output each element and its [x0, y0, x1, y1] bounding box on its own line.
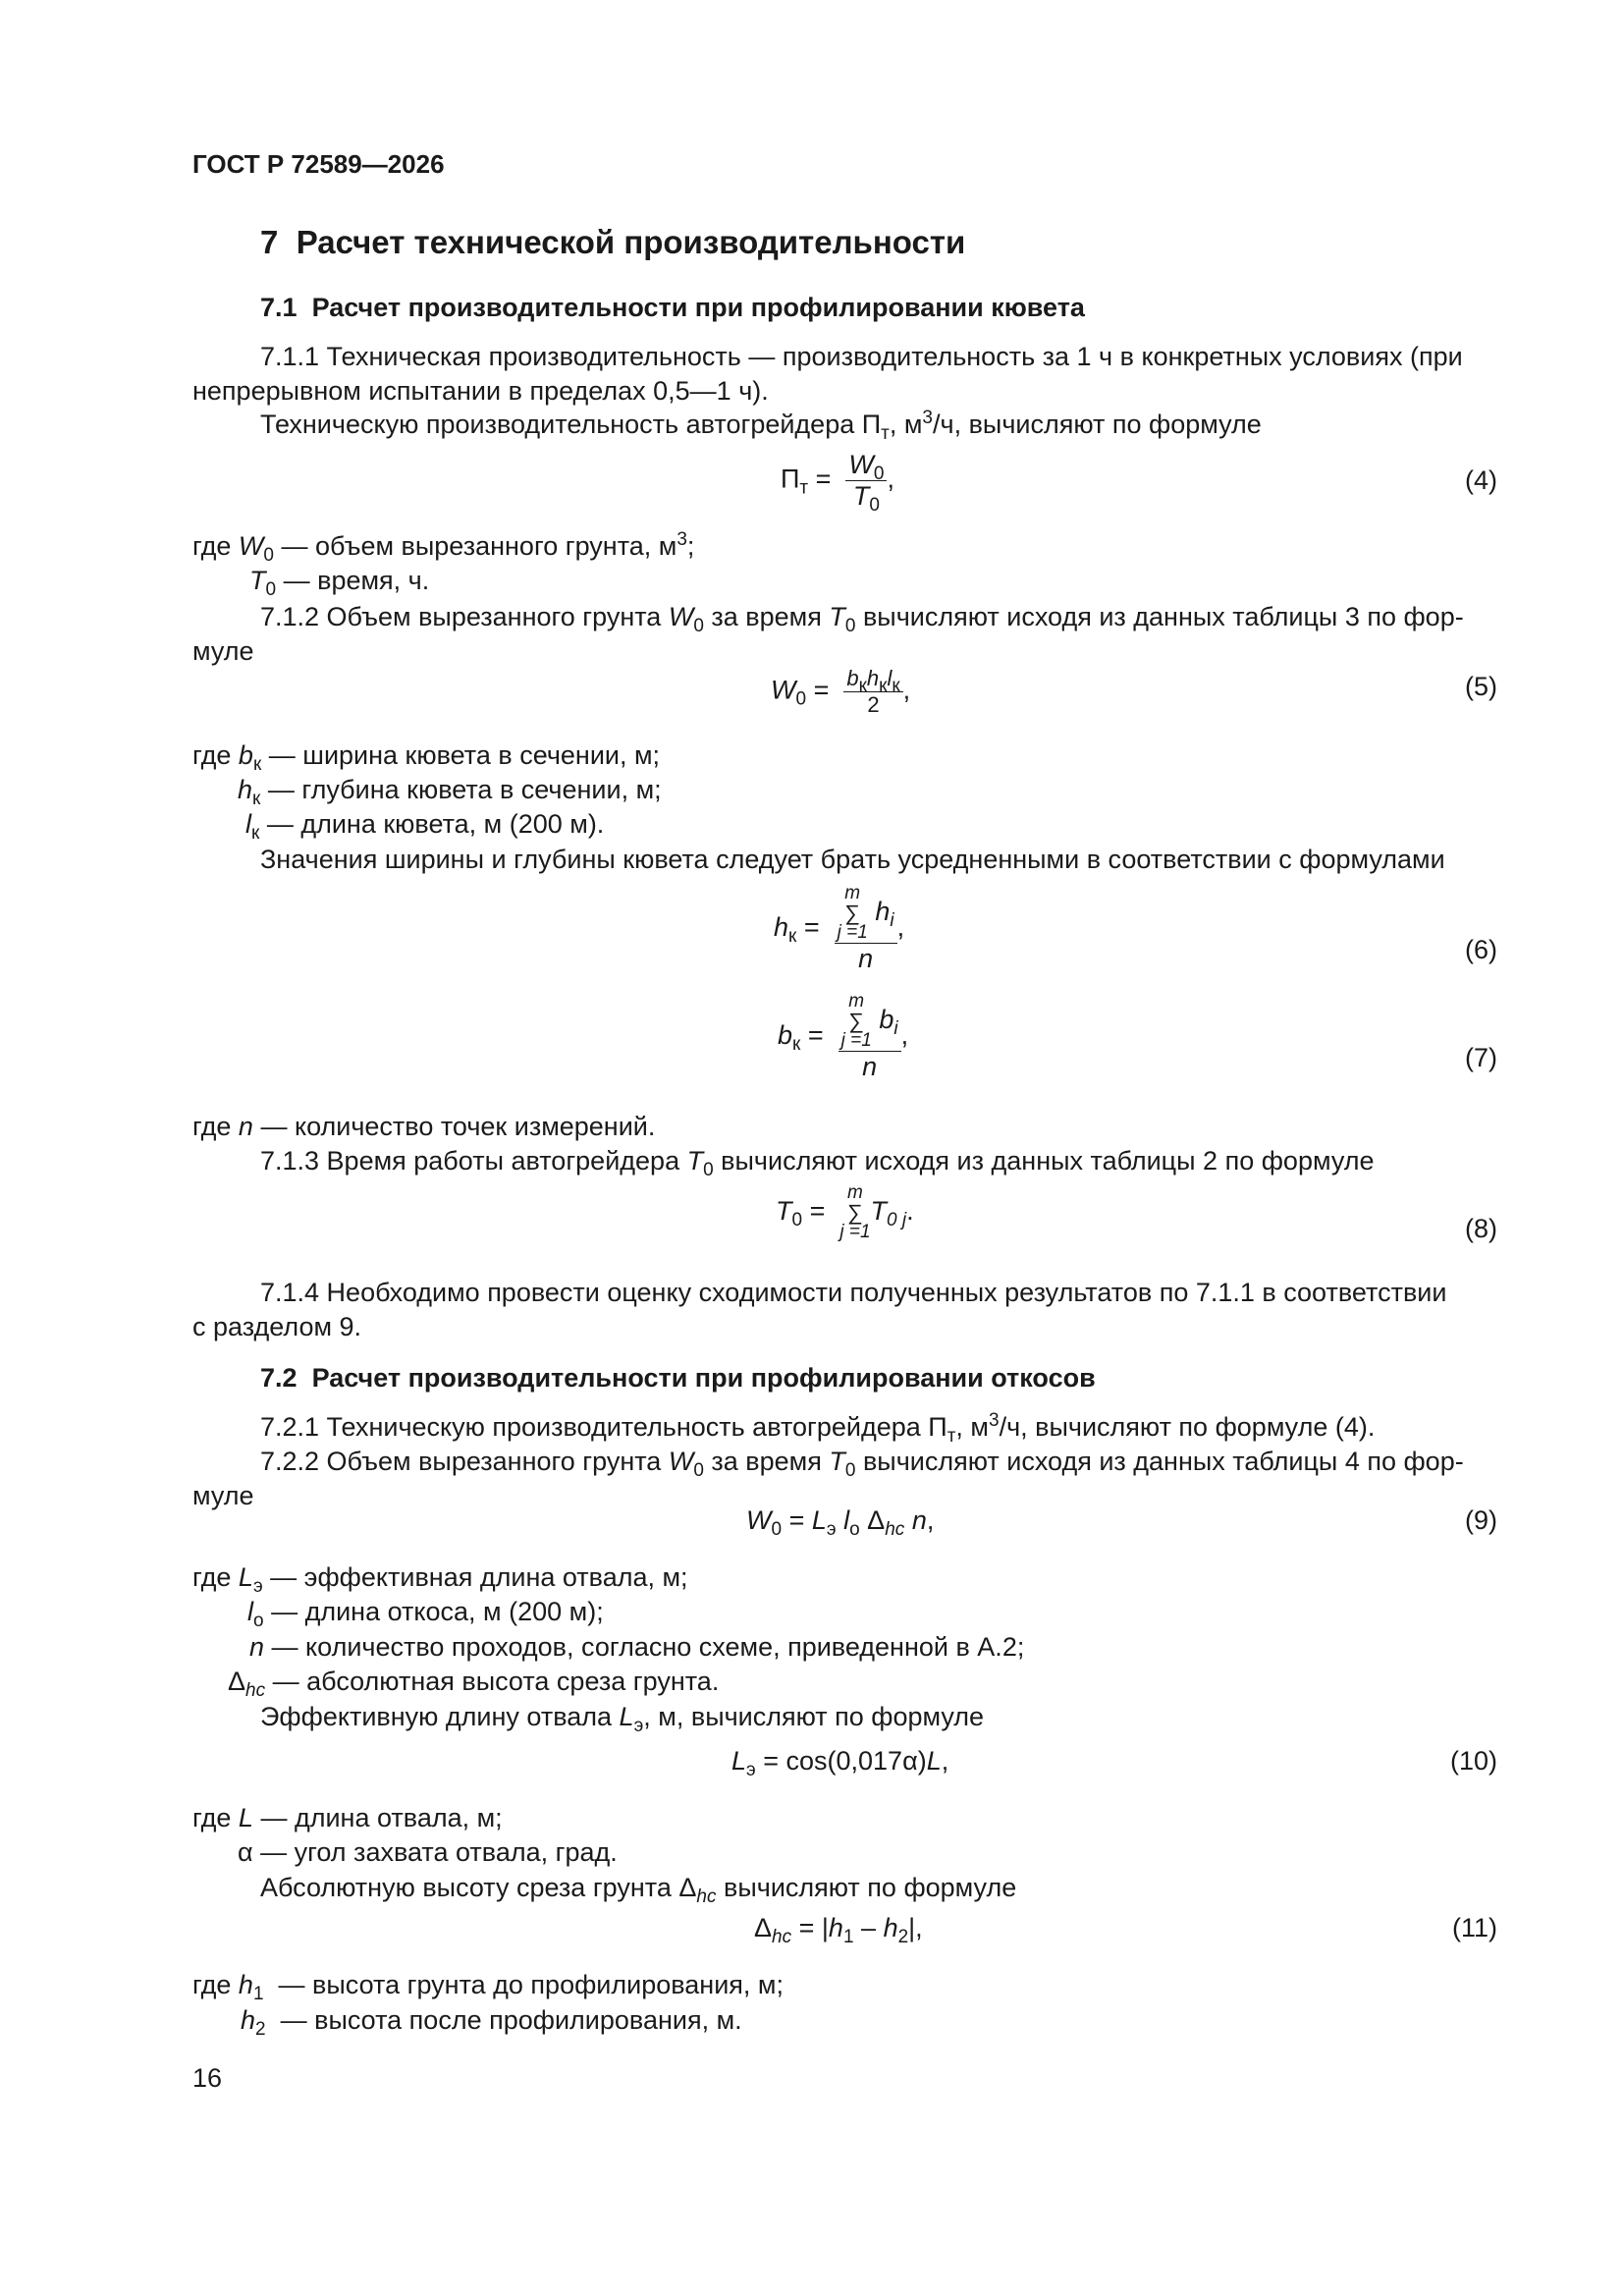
where-l-slope: $l_о$ — длина откоса, м (200 м);	[247, 1597, 604, 1631]
where-t0: $T_0$ — время, ч.	[249, 566, 430, 600]
formula-4: $П_т$ = $\frac{W_0}{T_0}$ ,	[781, 450, 894, 516]
where-w0: где $W_0$ — объем вырезанного грунта, $м^3$;	[192, 529, 695, 566]
fraction: $\frac{b_кh_кl_к}{2}$	[843, 666, 902, 718]
where-L-eff: где $L_э$ — эффективная длина отвала, м;	[192, 1562, 688, 1597]
equation-number-6: (6)	[1465, 935, 1497, 964]
subsection-title: Расчет производительности при профилировании откосов	[311, 1363, 1096, 1393]
paragraph-7-2-2-line1: 7.2.2 Объем вырезанного грунта $W_0$ за время $T_0$ вычисляют исходя из данных таблицы 4 по фор-	[260, 1447, 1464, 1481]
equation-number-11: (11)	[1451, 1913, 1497, 1942]
where-l: $l_к$ — длина кювета, м (200 м).	[245, 809, 605, 844]
where-delta-hc: $\Delta_{hc}$ — абсолютная высота среза грунта.	[228, 1667, 720, 1701]
paragraph-7-1-4-line1: 7.1.4 Необходимо провести оценку сходимости полученных результатов по 7.1.1 в соответствии	[260, 1278, 1447, 1307]
where-h: $h_к$ — глубина кювета в сечении, м;	[238, 775, 662, 809]
where-n-passes: n — количество проходов, согласно схеме, приведенной в А.2;	[249, 1632, 1025, 1662]
paragraph-7-2-1: 7.2.1 Техническую производительность автогрейдера $П_т$, $м^3/ч$, вычисляют по формуле (4).	[260, 1410, 1376, 1447]
paragraph-7-1-4-line2: с разделом 9.	[192, 1312, 362, 1341]
subsection-title: Расчет производительности при профилировании кювета	[311, 293, 1085, 322]
paragraph-7-1-3: 7.1.3 Время работы автогрейдера $T_0$ вычисляют исходя из данных таблицы 2 по формуле	[260, 1146, 1375, 1180]
subsection-number: 7.2	[260, 1363, 298, 1393]
subsection-heading-7-1	[260, 293, 1085, 323]
paragraph-7-2-2-line2: муле	[192, 1481, 254, 1510]
section-number: 7	[260, 224, 279, 260]
paragraph-abs-height: Абсолютную высоту среза грунта $\Delta_{hc}$ вычисляют по формуле	[260, 1873, 1017, 1907]
formula-7: $b_к$ = m ∑ j =1 $b_i$ n ,	[778, 991, 909, 1081]
paragraph-7-1-2-line1: 7.1.2 Объем вырезанного грунта $W_0$ за время $T_0$ вычисляют исходя из данных таблицы 3 по фор-	[260, 602, 1464, 636]
paragraph-formula-intro-4: Техническую производительность автогрейдера $П_т$, $м^3/ч$, вычисляют по формуле	[260, 408, 1262, 444]
formula-10: $L_э = \cos(0,017\alpha)L$,	[731, 1746, 949, 1780]
fraction: $\frac{W_0}{T_0}$	[845, 450, 887, 512]
paragraph-eff-length: Эффективную длину отвала $L_э$, м, вычисляют по формуле	[260, 1702, 985, 1736]
equation-number-7: (7)	[1465, 1043, 1497, 1072]
subsection-number: 7.1	[260, 293, 298, 322]
subsection-heading-7-2	[260, 1363, 1096, 1394]
equation-number-5: (5)	[1465, 672, 1497, 701]
section-title: Расчет технической производительности	[296, 224, 966, 260]
where-L-blade: где L — длина отвала, м;	[192, 1803, 503, 1832]
fraction: m ∑ j =1 $h_i$ n	[835, 884, 897, 974]
where-alpha: α — угол захвата отвала, град.	[238, 1837, 618, 1867]
formula-8: $T_0$ = m ∑ j =1 $T_{0 j}$.	[776, 1182, 914, 1242]
where-b: где $b_к$ — ширина кювета в сечении, м;	[192, 740, 661, 775]
equation-number-8: (8)	[1465, 1214, 1497, 1243]
where-h2: $h_2$ — высота после профилирования, м.	[241, 2005, 742, 2040]
page-number: 16	[192, 2063, 223, 2093]
equation-number-10: (10)	[1449, 1746, 1497, 1776]
paragraph-7-1-2-line2: муле	[192, 636, 254, 666]
where-h1: где $h_1$ — высота грунта до профилирования, м;	[192, 1970, 784, 2004]
fraction: m ∑ j =1 $b_i$ n	[839, 992, 901, 1082]
paragraph-7-1-1-line1: 7.1.1 Техническая производительность — производительность за 1 ч в конкретных условиях (при	[260, 342, 1463, 371]
equation-number-9: (9)	[1465, 1505, 1497, 1535]
paragraph-7-1-1-line2: непрерывном испытании в пределах 0,5—1 ч).	[192, 376, 769, 406]
section-heading	[260, 224, 965, 261]
paragraph-averaging: Значения ширины и глубины кювета следует брать усредненными в соответствии с формулами	[260, 845, 1445, 874]
equation-number-4: (4)	[1465, 465, 1497, 495]
where-n-points: где n — количество точек измерений.	[192, 1112, 656, 1141]
formula-6: $h_к$ = m ∑ j =1 $h_i$ n ,	[774, 883, 905, 973]
formula-9: $W_0 = L_э$ $l_о$ $\Delta_{hc}$ n,	[746, 1505, 935, 1540]
formula-11: $\Delta_{hc} = |h_1 - h_2|$,	[754, 1913, 923, 1947]
formula-5: $W_0$ = $\frac{b_кh_кl_к}{2}$ ,	[771, 666, 911, 717]
document-code: ГОСТ Р 72589—2026	[192, 149, 445, 179]
